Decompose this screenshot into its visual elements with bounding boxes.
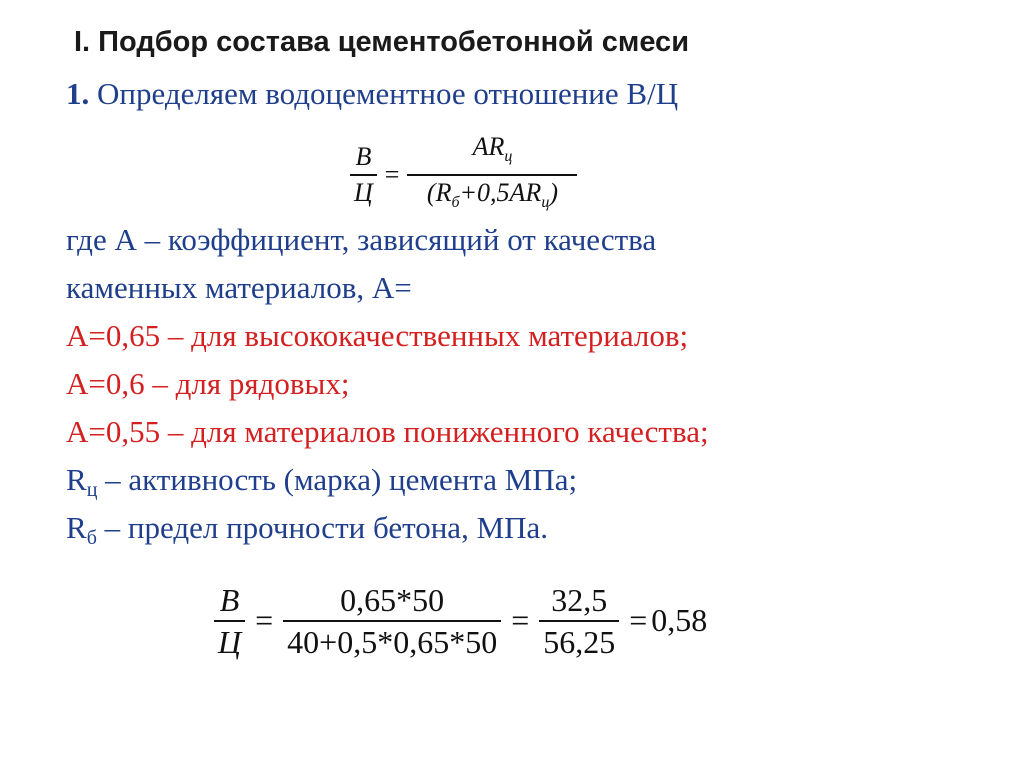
rhs-den-open: (R xyxy=(426,177,452,207)
rc-symbol: R xyxy=(66,462,87,497)
calc-result: 0,58 xyxy=(651,602,708,639)
slide-title: I. Подбор состава цементобетонной смеси xyxy=(74,26,690,58)
rb-subscript: б xyxy=(86,527,97,549)
calc-f2-denominator: 56,25 xyxy=(543,623,616,660)
calc-f1-denominator: 40+0,5*0,65*50 xyxy=(287,623,498,660)
rhs-den-mid: +0,5AR xyxy=(459,177,542,207)
rhs-den-sub2: ц xyxy=(541,193,550,211)
formula-calculation xyxy=(214,580,707,662)
text-line-3: А=0,65 – для высококачественных материалов; xyxy=(66,318,689,353)
equals-sign: = xyxy=(255,602,274,639)
rc-text: – активность (марка) цемента МПа; xyxy=(97,462,578,497)
text-line-1: где А – коэффициент, зависящий от качества xyxy=(66,222,657,257)
calc-f1-numerator: 0,65*50 xyxy=(340,582,445,618)
rhs-numerator xyxy=(469,130,517,174)
calc-lhs-denominator: Ц xyxy=(218,623,242,660)
lhs-denominator: Ц xyxy=(354,177,373,207)
calc-lhs-numerator: В xyxy=(219,582,240,618)
rc-subscript: ц xyxy=(86,479,98,501)
text-line-2: каменных материалов, А= xyxy=(66,270,412,305)
formula-general xyxy=(350,130,577,220)
calc-f2-numerator: 32,5 xyxy=(551,582,608,618)
rhs-den-sub1: б xyxy=(451,193,460,211)
lhs-numerator: В xyxy=(355,142,372,171)
rhs-denominator xyxy=(423,176,562,220)
calc-fraction-2 xyxy=(539,580,619,662)
rb-definition xyxy=(66,510,548,550)
equals-sign: = xyxy=(384,159,400,189)
text-line-5: А=0,55 – для материалов пониженного качества; xyxy=(66,414,709,449)
rhs-den-close: ) xyxy=(549,177,558,207)
step-heading xyxy=(66,76,678,112)
rhs-num-sub: ц xyxy=(504,148,513,165)
calc-fraction-1 xyxy=(283,580,501,662)
rb-text: – предел прочности бетона, МПа. xyxy=(96,510,549,545)
formula-general-rhs xyxy=(407,130,577,220)
calc-lhs xyxy=(214,580,245,662)
rb-symbol: R xyxy=(66,510,87,545)
rhs-num-main: AR xyxy=(472,132,505,161)
rc-definition xyxy=(66,462,577,502)
equals-sign: = xyxy=(629,602,648,639)
text-line-4: А=0,6 – для рядовых; xyxy=(66,366,350,401)
equals-sign: = xyxy=(511,602,530,639)
formula-general-lhs xyxy=(350,140,377,210)
step-text: Определяем водоцементное отношение В/Ц xyxy=(97,76,679,111)
step-number: 1. xyxy=(66,76,90,111)
